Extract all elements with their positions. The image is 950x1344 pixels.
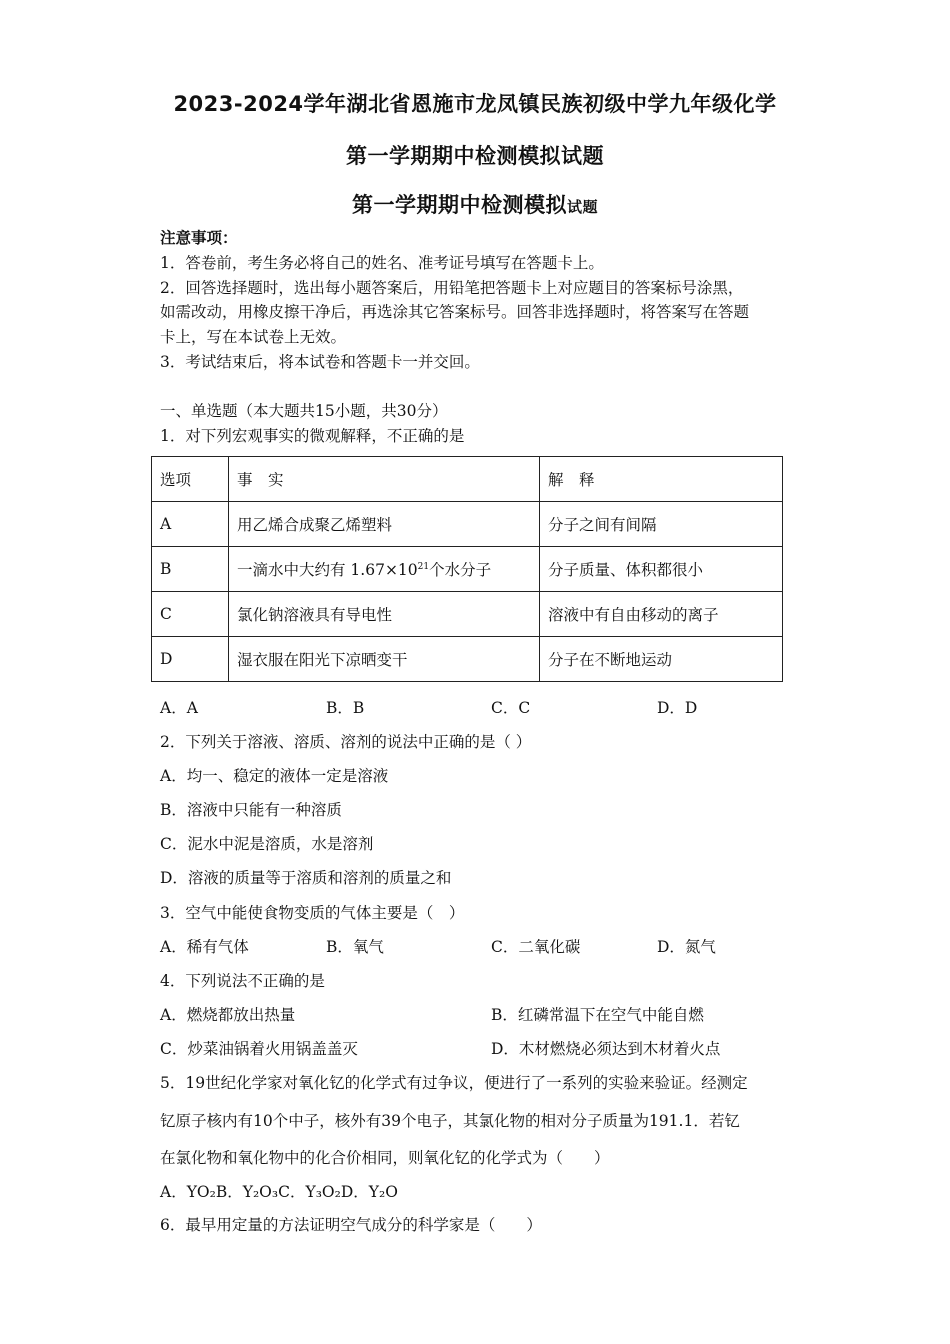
q4-option-c: C．炒菜油锅着火用锅盖盖灭	[160, 1040, 358, 1058]
q2-stem: 2．下列关于溶液、溶质、溶剂的说法中正确的是（ ）	[160, 733, 532, 751]
table-row	[152, 637, 783, 682]
fact-text-post: 个水分子	[429, 561, 492, 579]
table-row	[152, 502, 783, 547]
q4-option-a: A．燃烧都放出热量	[160, 1006, 296, 1024]
notice-item-1: 1．答卷前，考生务必将自己的姓名、准考证号填写在答题卡上。	[160, 254, 604, 272]
q1-option-a: A．A	[160, 699, 198, 717]
table-cell-fact	[229, 547, 540, 592]
table-cell-key: A	[152, 502, 229, 547]
q5-line1: 5．19世纪化学家对氧化钇的化学式有过争议，便进行了一系列的实验来验证。经测定	[160, 1074, 748, 1092]
table-cell-fact: 湿衣服在阳光下凉晒变干	[229, 637, 540, 682]
notice-item-2-cont2: 卡上，写在本试卷上无效。	[160, 328, 347, 346]
notice-item-2-cont: 如需改动，用橡皮擦干净后，再选涂其它答案标号。回答非选择题时，将答案写在答题	[160, 303, 750, 321]
q3-stem: 3．空气中能使食物变质的气体主要是（ ）	[160, 904, 465, 922]
q1-option-b: B．B	[326, 699, 365, 717]
fact-exponent: 21	[417, 562, 430, 572]
notice-heading: 注意事项：	[160, 228, 238, 247]
q2-option-a: A．均一、稳定的液体一定是溶液	[160, 767, 389, 785]
q2-option-c: C．泥水中泥是溶质，水是溶剂	[160, 835, 374, 853]
table-cell-fact: 用乙烯合成聚乙烯塑料	[229, 502, 540, 547]
notice-item-2: 2．回答选择题时，选出每小题答案后，用铅笔把答题卡上对应题目的答案标号涂黑，	[160, 279, 744, 297]
exam-title-line3	[0, 189, 950, 219]
table-cell-fact: 氯化钠溶液具有导电性	[229, 592, 540, 637]
q3-option-c: C．二氧化碳	[491, 938, 581, 956]
q5-line3: 在氯化物和氧化物中的化合价相同，则氧化钇的化学式为（ ）	[160, 1149, 610, 1167]
q1-stem: 1．对下列宏观事实的微观解释，不正确的是	[160, 427, 465, 445]
q1-table	[151, 456, 783, 682]
exam-title-line3-small: 试题	[566, 198, 598, 216]
table-cell-key: C	[152, 592, 229, 637]
fact-text-pre: 一滴水中大约有 1.67×10	[237, 561, 418, 579]
q2-option-b: B．溶液中只能有一种溶质	[160, 801, 342, 819]
table-cell-explain: 分子之间有间隔	[540, 502, 783, 547]
q3-option-d: D．氮气	[657, 938, 716, 956]
table-cell-key: B	[152, 547, 229, 592]
q3-option-b: B．氧气	[326, 938, 384, 956]
q1-option-d: D．D	[657, 699, 698, 717]
table-header-explain: 解 释	[540, 457, 783, 502]
q4-option-b: B．红磷常温下在空气中能自燃	[491, 1006, 704, 1024]
table-row	[152, 547, 783, 592]
q4-option-d: D．木材燃烧必须达到木材着火点	[491, 1040, 721, 1058]
table-row	[152, 592, 783, 637]
exam-title-line1: 2023-2024学年湖北省恩施市龙凤镇民族初级中学九年级化学	[173, 92, 777, 116]
table-header-option: 选项	[152, 457, 229, 502]
q4-stem: 4．下列说法不正确的是	[160, 972, 325, 990]
table-cell-key: D	[152, 637, 229, 682]
q6-stem: 6．最早用定量的方法证明空气成分的科学家是（ ）	[160, 1216, 542, 1234]
table-header-row	[152, 457, 783, 502]
section-heading: 一、单选题（本大题共15小题，共30分）	[160, 402, 448, 420]
q2-option-d: D．溶液的质量等于溶质和溶剂的质量之和	[160, 869, 452, 887]
exam-title-line3-main: 第一学期期中检测模拟	[351, 193, 567, 217]
q5-line2: 钇原子核内有10个中子，核外有39个电子，其氯化物的相对分子质量为191.1．若钇	[160, 1112, 740, 1130]
table-cell-explain: 溶液中有自由移动的离子	[540, 592, 783, 637]
q3-option-a: A．稀有气体	[160, 938, 249, 956]
table-cell-explain: 分子质量、体积都很小	[540, 547, 783, 592]
notice-item-3: 3．考试结束后，将本试卷和答题卡一并交回。	[160, 353, 480, 371]
q1-option-c: C．C	[491, 699, 531, 717]
table-cell-explain: 分子在不断地运动	[540, 637, 783, 682]
exam-title-line2: 第一学期期中检测模拟试题	[346, 144, 604, 168]
table-header-fact: 事 实	[229, 457, 540, 502]
q5-options: A．YO₂B．Y₂O₃C．Y₃O₂D．Y₂O	[160, 1183, 398, 1201]
